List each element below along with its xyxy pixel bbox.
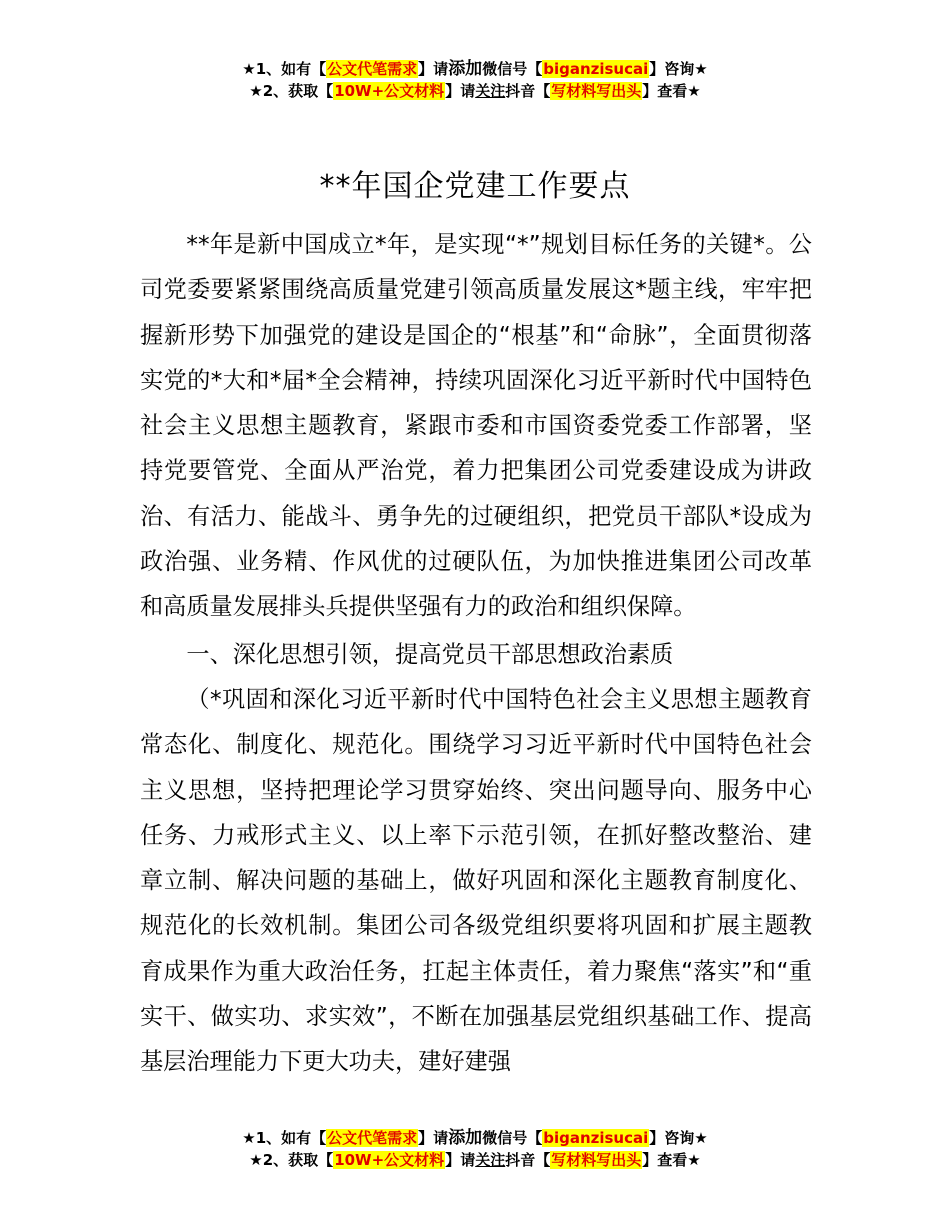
banner-text: 】请	[445, 82, 476, 100]
banner-emphasis: 关注	[475, 82, 506, 100]
banner-text: ★1、如有【	[242, 1129, 327, 1147]
banner-text: 】查看★	[642, 1151, 701, 1169]
banner-text: 】请	[418, 60, 449, 78]
section-heading: 一、深化思想引领，提高党员干部思想政治素质	[186, 640, 674, 668]
banner-line-2	[0, 1149, 950, 1171]
banner-text: ★1、如有【	[242, 60, 327, 78]
banner-text: 】请	[418, 1129, 449, 1147]
banner-wechat-id: biganzisucai	[543, 1129, 649, 1147]
banner-line-2	[0, 80, 950, 102]
banner-text: 】咨询★	[649, 60, 708, 78]
banner-emphasis: 关注	[475, 1151, 506, 1169]
document-title: **年国企党建工作要点	[319, 169, 631, 204]
banner-text: ★2、获取【	[249, 82, 334, 100]
banner-text: 抖音【	[505, 82, 551, 100]
banner-line-1	[0, 1127, 950, 1149]
banner-highlight: 公文代笔需求	[327, 1129, 418, 1147]
banner-text: 】咨询★	[649, 1129, 708, 1147]
banner-highlight: 写材料写出头	[551, 82, 642, 100]
footer-banner	[0, 1127, 950, 1171]
banner-text: 】查看★	[642, 82, 701, 100]
banner-text: 微信号【	[482, 1129, 543, 1147]
paragraph-section-1: （*巩固和深化习近平新时代中国特色社会主义思想主题教育常态化、制度化、规范化。围绕学习习近平新时代中国特色社会主义思想，坚持把理论学习贯穿始终、突出问题导向、服务中心任务、力戒形式主义、以上率下示范引领，在抓好整改整治、建章立制、解决问题的基础上，做好巩固和深化主题教育制度化、规范化的长效机制。集团公司各级党组织要将巩固和扩展主题教育成果作为重大政治任务，扛起主体责任，着力聚焦“落实”和“重实干、做实功、求实效”，不断在加强基层党组织基础工作、提高基层治理能力下更大功夫，建好建强	[140, 685, 812, 1076]
banner-emphasis: 添加	[448, 59, 483, 79]
banner-line-1	[0, 58, 950, 80]
banner-highlight: 写材料写出头	[551, 1151, 642, 1169]
banner-text: 微信号【	[482, 60, 543, 78]
banner-wechat-id: biganzisucai	[543, 60, 649, 78]
banner-text: 抖音【	[505, 1151, 551, 1169]
document-body	[140, 222, 812, 1085]
banner-highlight: 10W+公文材料	[334, 82, 445, 100]
banner-text: 】请	[445, 1151, 476, 1169]
banner-text: ★2、获取【	[249, 1151, 334, 1169]
banner-emphasis: 添加	[448, 1128, 483, 1148]
banner-highlight: 10W+公文材料	[334, 1151, 445, 1169]
paragraph-intro: **年是新中国成立*年，是实现“*”规划目标任务的关键*。公司党委要紧紧围绕高质量党建引领高质量发展这*题主线，牢牢把握新形势下加强党的建设是国企的“根基”和“命脉”，全面贯彻落实党的*大和*届*全会精神，持续巩固深化习近平新时代中国特色社会主义思想主题教育，紧跟市委和市国资委党委工作部署，坚持党要管党、全面从严治党，着力把集团公司党委建设成为讲政治、有活力、能战斗、勇争先的过硬组织，把党员干部队*设成为政治强、业务精、作风优的过硬队伍，为加快推进集团公司改革和高质量发展排头兵提供坚强有力的政治和组织保障。	[140, 231, 812, 621]
banner-highlight: 公文代笔需求	[327, 60, 418, 78]
header-banner	[0, 58, 950, 102]
